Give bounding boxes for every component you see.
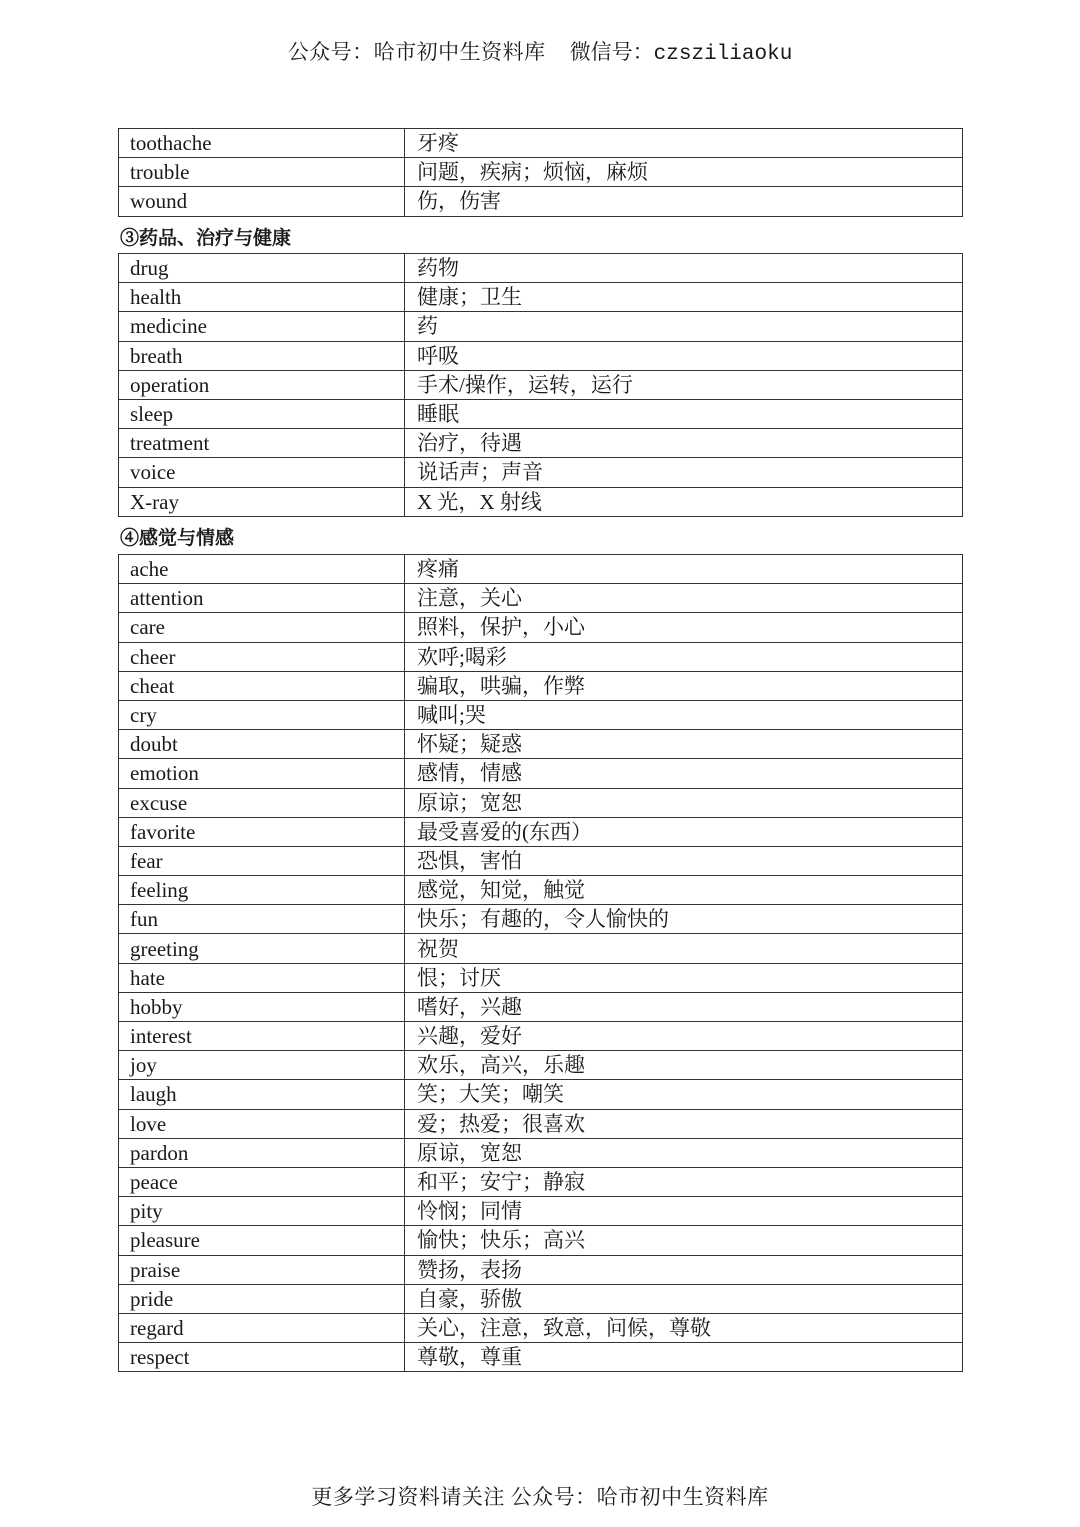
vocab-meaning: 治疗，待遇	[405, 429, 963, 458]
vocab-row	[119, 817, 963, 846]
vocab-word: pity	[119, 1197, 405, 1226]
vocab-meaning: 呼吸	[405, 341, 963, 370]
vocab-meaning: 说话声；声音	[405, 458, 963, 487]
vocab-word: doubt	[119, 730, 405, 759]
vocab-meaning: 照料，保护，小心	[405, 613, 963, 642]
vocab-word: laugh	[119, 1080, 405, 1109]
header-account: 公众号：哈市初中生资料库	[287, 40, 546, 64]
vocab-row	[119, 846, 963, 875]
vocab-word: favorite	[119, 817, 405, 846]
vocab-meaning: 恨；讨厌	[405, 963, 963, 992]
vocab-word: sleep	[119, 399, 405, 428]
vocab-row	[119, 992, 963, 1021]
vocab-row	[119, 254, 963, 283]
vocab-meaning: 牙疼	[405, 129, 963, 158]
vocab-meaning: 恐惧，害怕	[405, 846, 963, 875]
vocab-word: emotion	[119, 759, 405, 788]
vocab-row	[119, 759, 963, 788]
vocab-meaning: 疼痛	[405, 555, 963, 584]
vocab-row	[119, 1138, 963, 1167]
vocab-word: toothache	[119, 129, 405, 158]
vocab-row	[119, 283, 963, 312]
vocab-word: medicine	[119, 312, 405, 341]
vocab-meaning: 愉快；快乐；高兴	[405, 1226, 963, 1255]
vocab-row	[119, 1197, 963, 1226]
vocab-word: breath	[119, 341, 405, 370]
vocab-row	[119, 963, 963, 992]
vocab-word: peace	[119, 1167, 405, 1196]
vocab-row	[119, 555, 963, 584]
vocab-row	[119, 700, 963, 729]
vocab-word: greeting	[119, 934, 405, 963]
vocab-row	[119, 1343, 963, 1372]
vocab-word: ache	[119, 555, 405, 584]
vocab-row	[119, 788, 963, 817]
vocab-row	[119, 642, 963, 671]
vocab-row	[119, 487, 963, 516]
vocab-word: trouble	[119, 158, 405, 187]
vocab-row	[119, 129, 963, 158]
vocab-meaning: 原谅，宽恕	[405, 1138, 963, 1167]
vocab-meaning: 爱；热爱；很喜欢	[405, 1109, 963, 1138]
vocab-word: cheat	[119, 671, 405, 700]
vocab-word: fun	[119, 905, 405, 934]
vocab-meaning: 自豪，骄傲	[405, 1284, 963, 1313]
vocab-meaning: 手术/操作，运转，运行	[405, 370, 963, 399]
vocab-meaning: 骗取，哄骗，作弊	[405, 671, 963, 700]
vocab-row	[119, 613, 963, 642]
vocab-row	[119, 158, 963, 187]
vocab-word: X-ray	[119, 487, 405, 516]
vocab-word: joy	[119, 1051, 405, 1080]
vocab-word: pardon	[119, 1138, 405, 1167]
vocab-row	[119, 399, 963, 428]
header-wechat: 微信号：czsziliaoku	[569, 43, 793, 66]
vocab-row	[119, 671, 963, 700]
vocab-meaning: 感情，情感	[405, 759, 963, 788]
vocab-meaning: 原谅；宽恕	[405, 788, 963, 817]
vocab-row	[119, 584, 963, 613]
vocab-word: drug	[119, 254, 405, 283]
vocab-meaning: 伤，伤害	[405, 187, 963, 216]
vocab-meaning: 和平；安宁；静寂	[405, 1167, 963, 1196]
vocab-word: hate	[119, 963, 405, 992]
vocab-meaning: 喊叫;哭	[405, 700, 963, 729]
vocab-word: pleasure	[119, 1226, 405, 1255]
vocab-row	[119, 934, 963, 963]
vocab-word: care	[119, 613, 405, 642]
vocab-row	[119, 876, 963, 905]
vocab-word: fear	[119, 846, 405, 875]
vocab-meaning: 怜悯；同情	[405, 1197, 963, 1226]
vocab-word: wound	[119, 187, 405, 216]
vocab-row	[119, 1226, 963, 1255]
vocab-row	[119, 1080, 963, 1109]
vocab-word: voice	[119, 458, 405, 487]
vocab-meaning: 健康；卫生	[405, 283, 963, 312]
vocab-meaning: 嗜好，兴趣	[405, 992, 963, 1021]
vocab-row	[119, 1167, 963, 1196]
vocab-word: excuse	[119, 788, 405, 817]
vocab-row	[119, 905, 963, 934]
vocab-row	[119, 429, 963, 458]
vocab-meaning: 感觉，知觉，触觉	[405, 876, 963, 905]
vocab-table-ailments	[118, 128, 963, 217]
section-heading-medicine: ③药品、治疗与健康	[120, 228, 292, 249]
vocab-meaning: 问题，疾病；烦恼，麻烦	[405, 158, 963, 187]
vocab-meaning: 欢呼;喝彩	[405, 642, 963, 671]
vocab-word: love	[119, 1109, 405, 1138]
vocab-meaning: 睡眠	[405, 399, 963, 428]
vocab-row	[119, 1255, 963, 1284]
page-header	[0, 38, 1080, 66]
vocab-meaning: 兴趣，爱好	[405, 1022, 963, 1051]
vocab-word: respect	[119, 1343, 405, 1372]
vocab-word: cheer	[119, 642, 405, 671]
vocab-meaning: 怀疑；疑惑	[405, 730, 963, 759]
vocab-meaning: 注意，关心	[405, 584, 963, 613]
vocab-meaning: 祝贺	[405, 934, 963, 963]
vocab-meaning: 药物	[405, 254, 963, 283]
vocab-meaning: 赞扬，表扬	[405, 1255, 963, 1284]
vocab-meaning: 尊敬，尊重	[405, 1343, 963, 1372]
vocab-meaning: 关心，注意，致意，问候，尊敬	[405, 1313, 963, 1342]
vocab-word: treatment	[119, 429, 405, 458]
section-heading-feelings: ④感觉与情感	[120, 528, 235, 549]
vocab-word: attention	[119, 584, 405, 613]
vocab-row	[119, 1051, 963, 1080]
vocab-row	[119, 1313, 963, 1342]
vocab-meaning: 快乐；有趣的，令人愉快的	[405, 905, 963, 934]
vocab-word: health	[119, 283, 405, 312]
vocab-word: regard	[119, 1313, 405, 1342]
vocab-row	[119, 458, 963, 487]
vocab-meaning: X 光，X 射线	[405, 487, 963, 516]
vocab-table-medicine	[118, 253, 963, 517]
vocab-row	[119, 187, 963, 216]
vocab-meaning: 欢乐，高兴，乐趣	[405, 1051, 963, 1080]
vocab-row	[119, 1284, 963, 1313]
page-footer: 更多学习资料请关注 公众号：哈市初中生资料库	[311, 1485, 769, 1509]
vocab-meaning: 笑；大笑；嘲笑	[405, 1080, 963, 1109]
vocab-word: operation	[119, 370, 405, 399]
vocab-word: pride	[119, 1284, 405, 1313]
vocab-row	[119, 341, 963, 370]
vocab-word: hobby	[119, 992, 405, 1021]
vocab-row	[119, 370, 963, 399]
vocab-table-feelings	[118, 554, 963, 1372]
vocab-row	[119, 1022, 963, 1051]
vocab-word: interest	[119, 1022, 405, 1051]
vocab-word: feeling	[119, 876, 405, 905]
vocab-row	[119, 1109, 963, 1138]
vocab-row	[119, 730, 963, 759]
vocab-meaning: 药	[405, 312, 963, 341]
vocab-meaning: 最受喜爱的(东西）	[405, 817, 963, 846]
vocab-row	[119, 312, 963, 341]
vocab-word: cry	[119, 700, 405, 729]
vocab-word: praise	[119, 1255, 405, 1284]
